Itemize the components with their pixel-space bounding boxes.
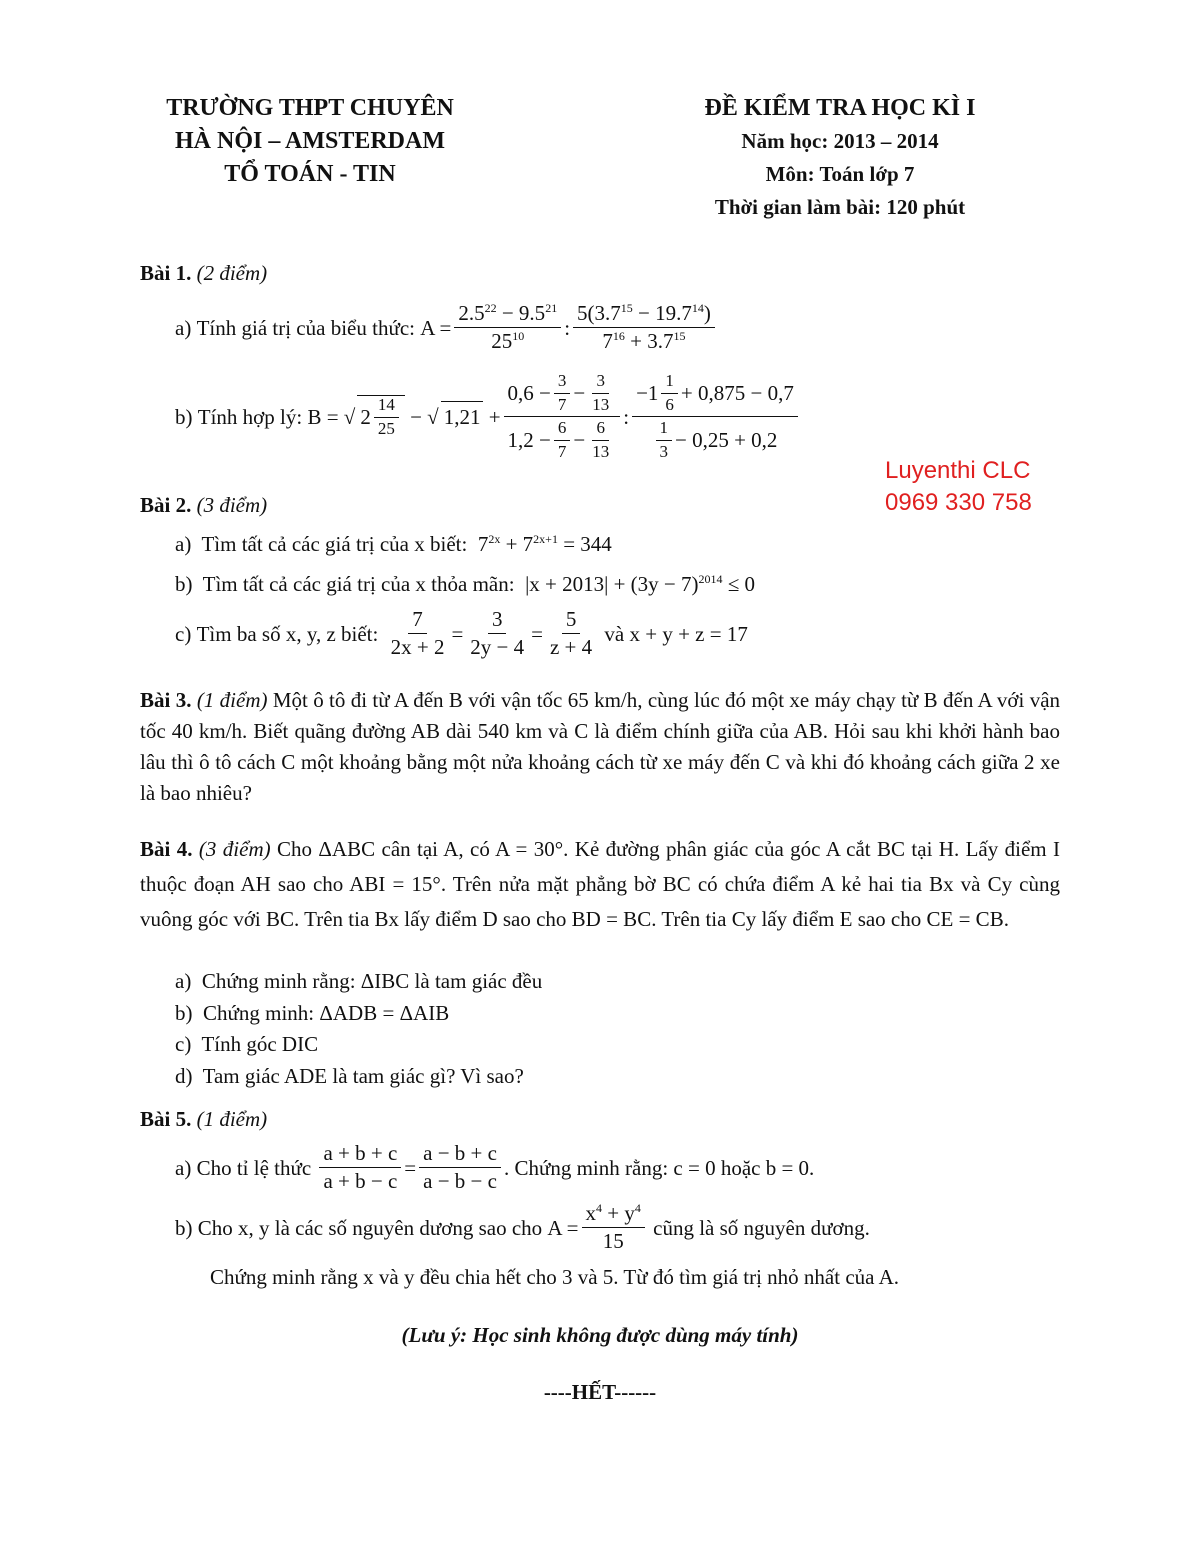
watermark-line-2: 0969 330 758 — [885, 489, 1032, 516]
bai1-title: Bài 1. — [140, 261, 192, 285]
end-mark: ----HẾT------ — [543, 1380, 657, 1404]
formula-2a: $7^{2x} + 7^{2x+1} = 344$ — [477, 532, 612, 556]
bai1-b-text: Tính hợp lý: — [197, 404, 303, 429]
school-line-2: HÀ NỘI – AMSTERDAM — [174, 128, 445, 154]
bai5-a — [175, 1142, 814, 1193]
bai2-c-tail: và x + y + z = 17 — [604, 621, 748, 646]
formula-5b: A = $\frac{x^4 + y^4}{15}$ — [547, 1202, 647, 1253]
bai1-b — [175, 372, 801, 462]
bai5-points: (1 điểm) — [196, 1107, 268, 1131]
bai3-points: (1 điểm) — [196, 688, 268, 712]
bai4-title: Bài 4. — [140, 837, 193, 861]
formula-2b: $|x + 2013| + (3y - 7)^{2014} \le 0$ — [525, 572, 756, 596]
bai4-item-text: Chứng minh: ΔADB = ΔAIB — [203, 1000, 450, 1025]
bai4-points: (3 điểm) — [198, 837, 271, 861]
bai4-item-label: a) — [175, 969, 192, 993]
bai3 — [140, 685, 1060, 809]
bai4-item — [175, 966, 542, 998]
bai5-b-label: b) — [175, 1215, 193, 1240]
bai4 — [140, 832, 1060, 937]
bai4-item-text: Chứng minh rằng: ΔIBC là tam giác đều — [201, 969, 543, 993]
bai4-item-label: c) — [175, 1032, 192, 1056]
bai4-items — [175, 966, 542, 1092]
bai2-a — [175, 524, 612, 559]
bai2-c — [175, 608, 748, 659]
watermark — [885, 455, 1032, 519]
bai2-points: (3 điểm) — [196, 493, 268, 517]
bai2-a-text: Tìm tất cả các giá trị của x biết: — [201, 532, 468, 556]
bai4-item — [175, 998, 542, 1030]
bai3-text: Một ô tô đi từ A đến B với vận tốc 65 km/h, cùng lúc đó một xe máy chạy từ B đến A với vận tốc 40 km/h. Biết quãng đường AB dài 540 km và C là điểm chính giữa của AB. Hỏi sau khi khởi hành bao lâu thì ô tô cách C một khoảng bằng một nửa khoảng cách từ xe máy đến C và khi đó khoảng cách giữa 2 xe là bao nhiêu? — [140, 688, 1061, 805]
school-header — [120, 92, 500, 191]
bai4-item-label: d) — [175, 1063, 193, 1088]
bai1-heading — [140, 258, 267, 288]
bai4-item — [175, 1029, 542, 1061]
exam-duration: Thời gian làm bài: 120 phút — [714, 195, 966, 219]
formula-5a: $\frac{a + b + c}{a + b - c}$ = $\frac{a - b + c}{a - b - c}$ — [316, 1142, 504, 1193]
bai5-a-tail: . Chứng minh rằng: c = 0 hoặc b = 0. — [503, 1155, 815, 1180]
bai2-title: Bài 2. — [140, 493, 192, 517]
bai4-item-text: Tam giác ADE là tam giác gì? Vì sao? — [202, 1063, 524, 1088]
bai1-b-label: b) — [175, 404, 193, 429]
school-line-1: TRƯỜNG THPT CHUYÊN — [166, 95, 454, 121]
bai4-text: Cho ΔABC cân tại A, có A = 30°. Kẻ đường phân giác của góc A cắt BC tại H. Lấy điểm I thuộc đoạn AH sao cho ABI = 15°. Trên nửa mặt phẳng bờ BC có chứa điểm A kẻ hai tia Bx và Cy cùng vuông góc với BC. Trên tia Bx lấy điểm D sao cho BD = BC. Trên tia Cy lấy điểm E sao cho CE = CB. — [140, 837, 1061, 931]
formula-a: A = $\frac{2.5^{22} - 9.5^{21}}{25^{10}}$ : $\frac{5(3.7^{15} - 19.7^{14})}{7^{16} + 3.7^{15}}$ — [420, 302, 718, 353]
school-line-3: TỔ TOÁN - TIN — [224, 161, 396, 187]
bai2-a-label: a) — [175, 532, 192, 556]
bai5-b-line2: Chứng minh rằng x và y đều chia hết cho 3 và 5. Từ đó tìm giá trị nhỏ nhất của A. — [210, 1265, 899, 1289]
exam-header — [660, 92, 1020, 224]
bai5-b-text: Cho x, y là các số nguyên dương sao cho — [197, 1215, 543, 1240]
bai5-b — [175, 1202, 870, 1253]
bai5-a-text: Cho tỉ lệ thức — [196, 1155, 312, 1180]
bai2-b — [175, 564, 755, 599]
bai2-c-text: Tìm ba số x, y, z biết: — [196, 621, 379, 646]
exam-title: ĐỀ KIỂM TRA HỌC KÌ I — [704, 95, 976, 121]
bai1-a — [175, 302, 718, 353]
exam-year: Năm học: 2013 – 2014 — [741, 129, 939, 153]
formula-b: B = √ 2 $\frac{14}{25}$ − √ 1,21 + 0,6 − $\frac{3}{7}$ − $\frac{3}{13}$ 1,2 − $\frac{6}{7}$ − $\frac{6}{13}$ : −1 $\frac{1}{6}$ + 0,875 − 0,7 $\frac{1}{3}$ − 0,25 + 0,2 — [307, 372, 800, 462]
bai4-item — [175, 1061, 542, 1093]
bai5-title: Bài 5. — [140, 1107, 192, 1131]
bai2-heading — [140, 490, 267, 520]
bai2-c-label: c) — [175, 621, 192, 646]
bai4-item-text: Tính góc DIC — [201, 1032, 319, 1056]
bai5-heading — [140, 1104, 267, 1134]
bai2-b-text: Tìm tất cả các giá trị của x thỏa mãn: — [202, 572, 515, 596]
bai5-b-tail: cũng là số nguyên dương. — [653, 1215, 870, 1240]
bai1-points: (2 điểm) — [196, 261, 268, 285]
bai2-b-label: b) — [175, 572, 193, 596]
bai1-a-text: Tính giá trị của biểu thức: — [196, 315, 415, 340]
watermark-line-1: Luyenthi CLC — [885, 457, 1031, 484]
exam-subject: Môn: Toán lớp 7 — [765, 162, 915, 186]
bai4-item-label: b) — [175, 1000, 193, 1025]
bai1-a-label: a) — [175, 315, 192, 340]
formula-2c: $\frac{7}{2x + 2}$ = $\frac{3}{2y - 4}$ = $\frac{5}{z + 4}$ — [390, 607, 593, 660]
bai5-a-label: a) — [175, 1155, 192, 1180]
note: (Lưu ý: Học sinh không được dùng máy tính) — [401, 1323, 799, 1347]
bai3-title: Bài 3. — [140, 688, 192, 712]
